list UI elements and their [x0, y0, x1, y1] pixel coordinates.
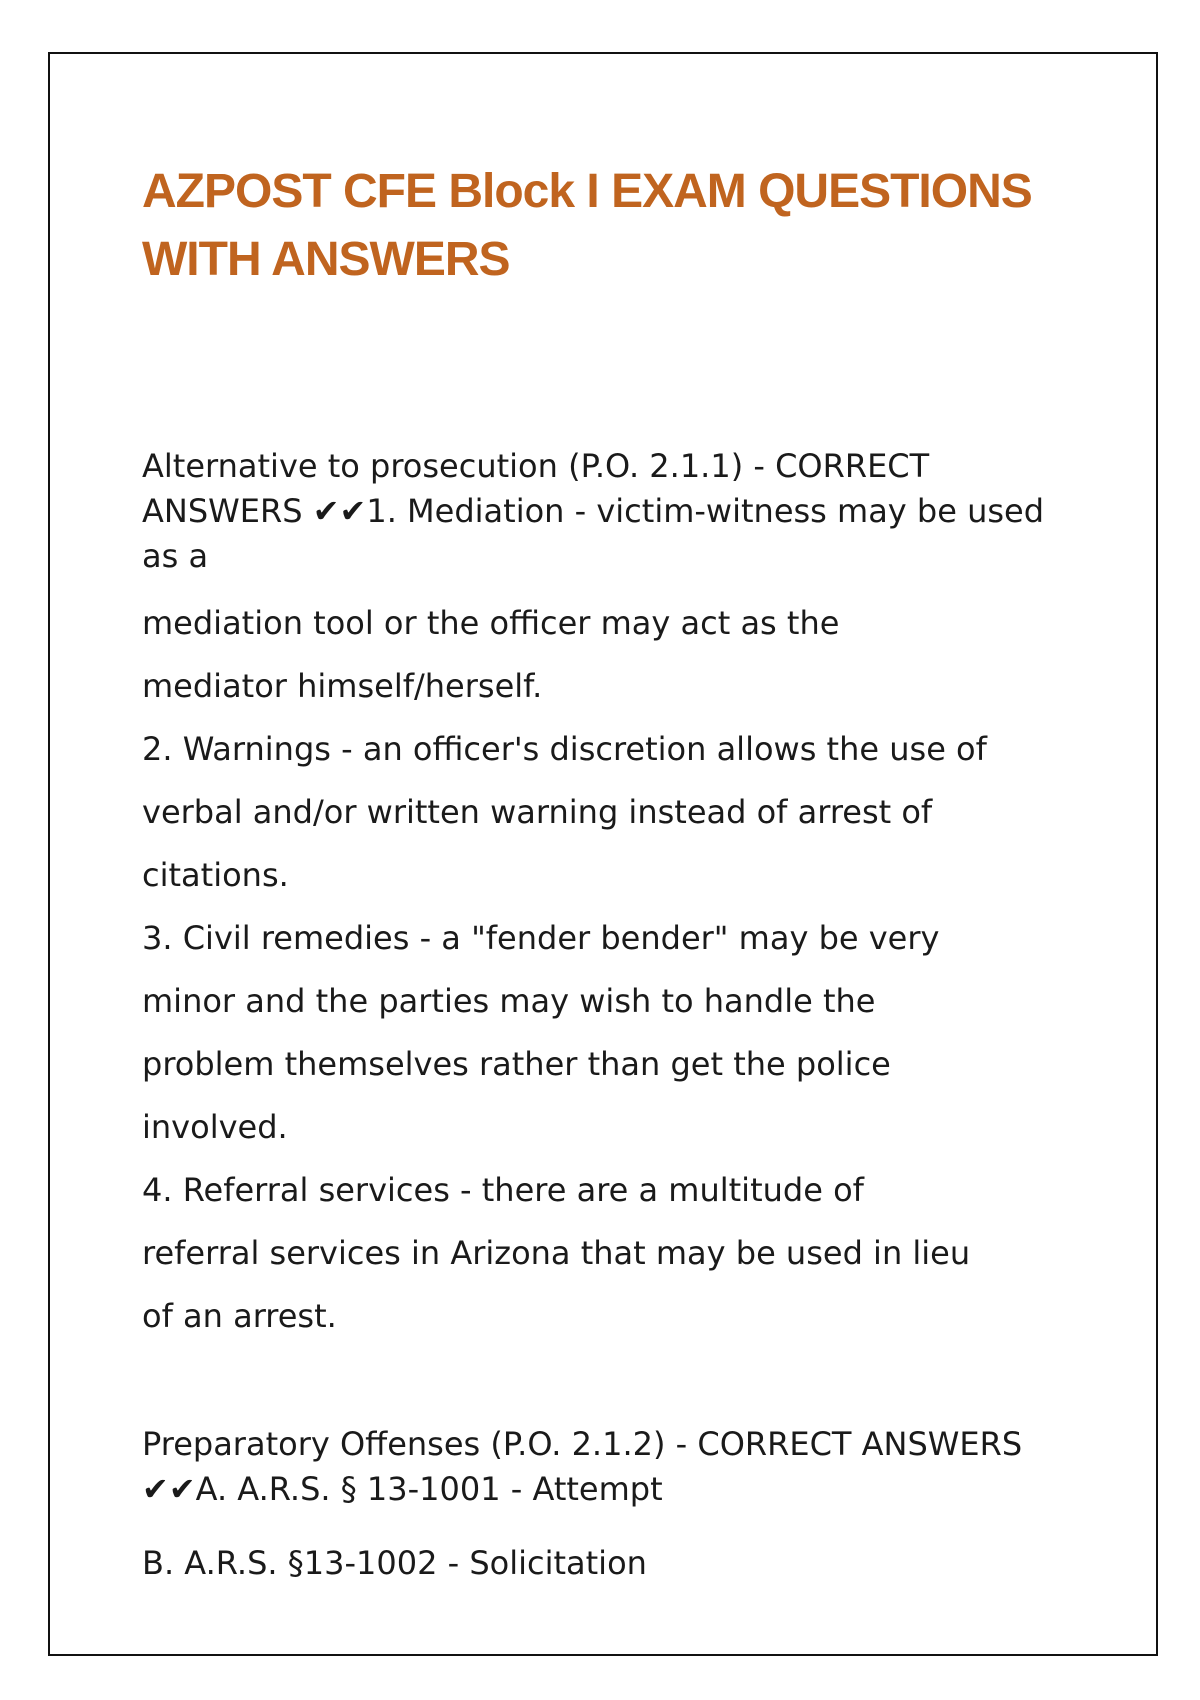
title-line-2: WITH ANSWERS — [142, 233, 510, 286]
document-page — [48, 52, 1158, 1656]
page-title — [142, 158, 1042, 294]
question-1-header-line: Alternative to prosecution (P.O. 2.1.1) - CORRECT — [142, 447, 930, 485]
answer-line: 2. Warnings - an officer's discretion allows the use of — [142, 730, 987, 768]
answer-line: mediator himself/herself. — [142, 667, 543, 705]
question-1-header-line: ANSWERS ✔✔1. Mediation - victim-witness may be used — [142, 492, 1045, 530]
question-2-header-line: Preparatory Offenses (P.O. 2.1.2) - CORRECT ANSWERS — [142, 1425, 1023, 1463]
answer-line: citations. — [142, 856, 289, 894]
answer-line: B. A.R.S. §13-1002 - Solicitation — [142, 1544, 647, 1582]
answer-line: 4. Referral services - there are a multitude of — [142, 1171, 864, 1209]
question-2-header — [142, 1422, 1082, 1512]
question-1-header — [142, 444, 1082, 579]
answer-line: referral services in Arizona that may be used in lieu — [142, 1234, 971, 1272]
question-1-answer — [142, 592, 1082, 1348]
question-2-header-line: ✔✔A. A.R.S. § 13-1001 - Attempt — [142, 1470, 663, 1508]
answer-line: problem themselves rather than get the police — [142, 1045, 891, 1083]
question-1-header-line: as a — [142, 537, 209, 575]
answer-line: 3. Civil remedies - a "fender bender" may be very — [142, 919, 940, 957]
question-2-answer — [142, 1532, 1082, 1595]
answer-line: involved. — [142, 1108, 288, 1146]
answer-line: mediation tool or the officer may act as the — [142, 604, 840, 642]
answer-line: verbal and/or written warning instead of arrest of — [142, 793, 933, 831]
title-line-1: AZPOST CFE Block I EXAM QUESTIONS — [142, 165, 1032, 218]
answer-line: of an arrest. — [142, 1297, 337, 1335]
answer-line: minor and the parties may wish to handle the — [142, 982, 876, 1020]
